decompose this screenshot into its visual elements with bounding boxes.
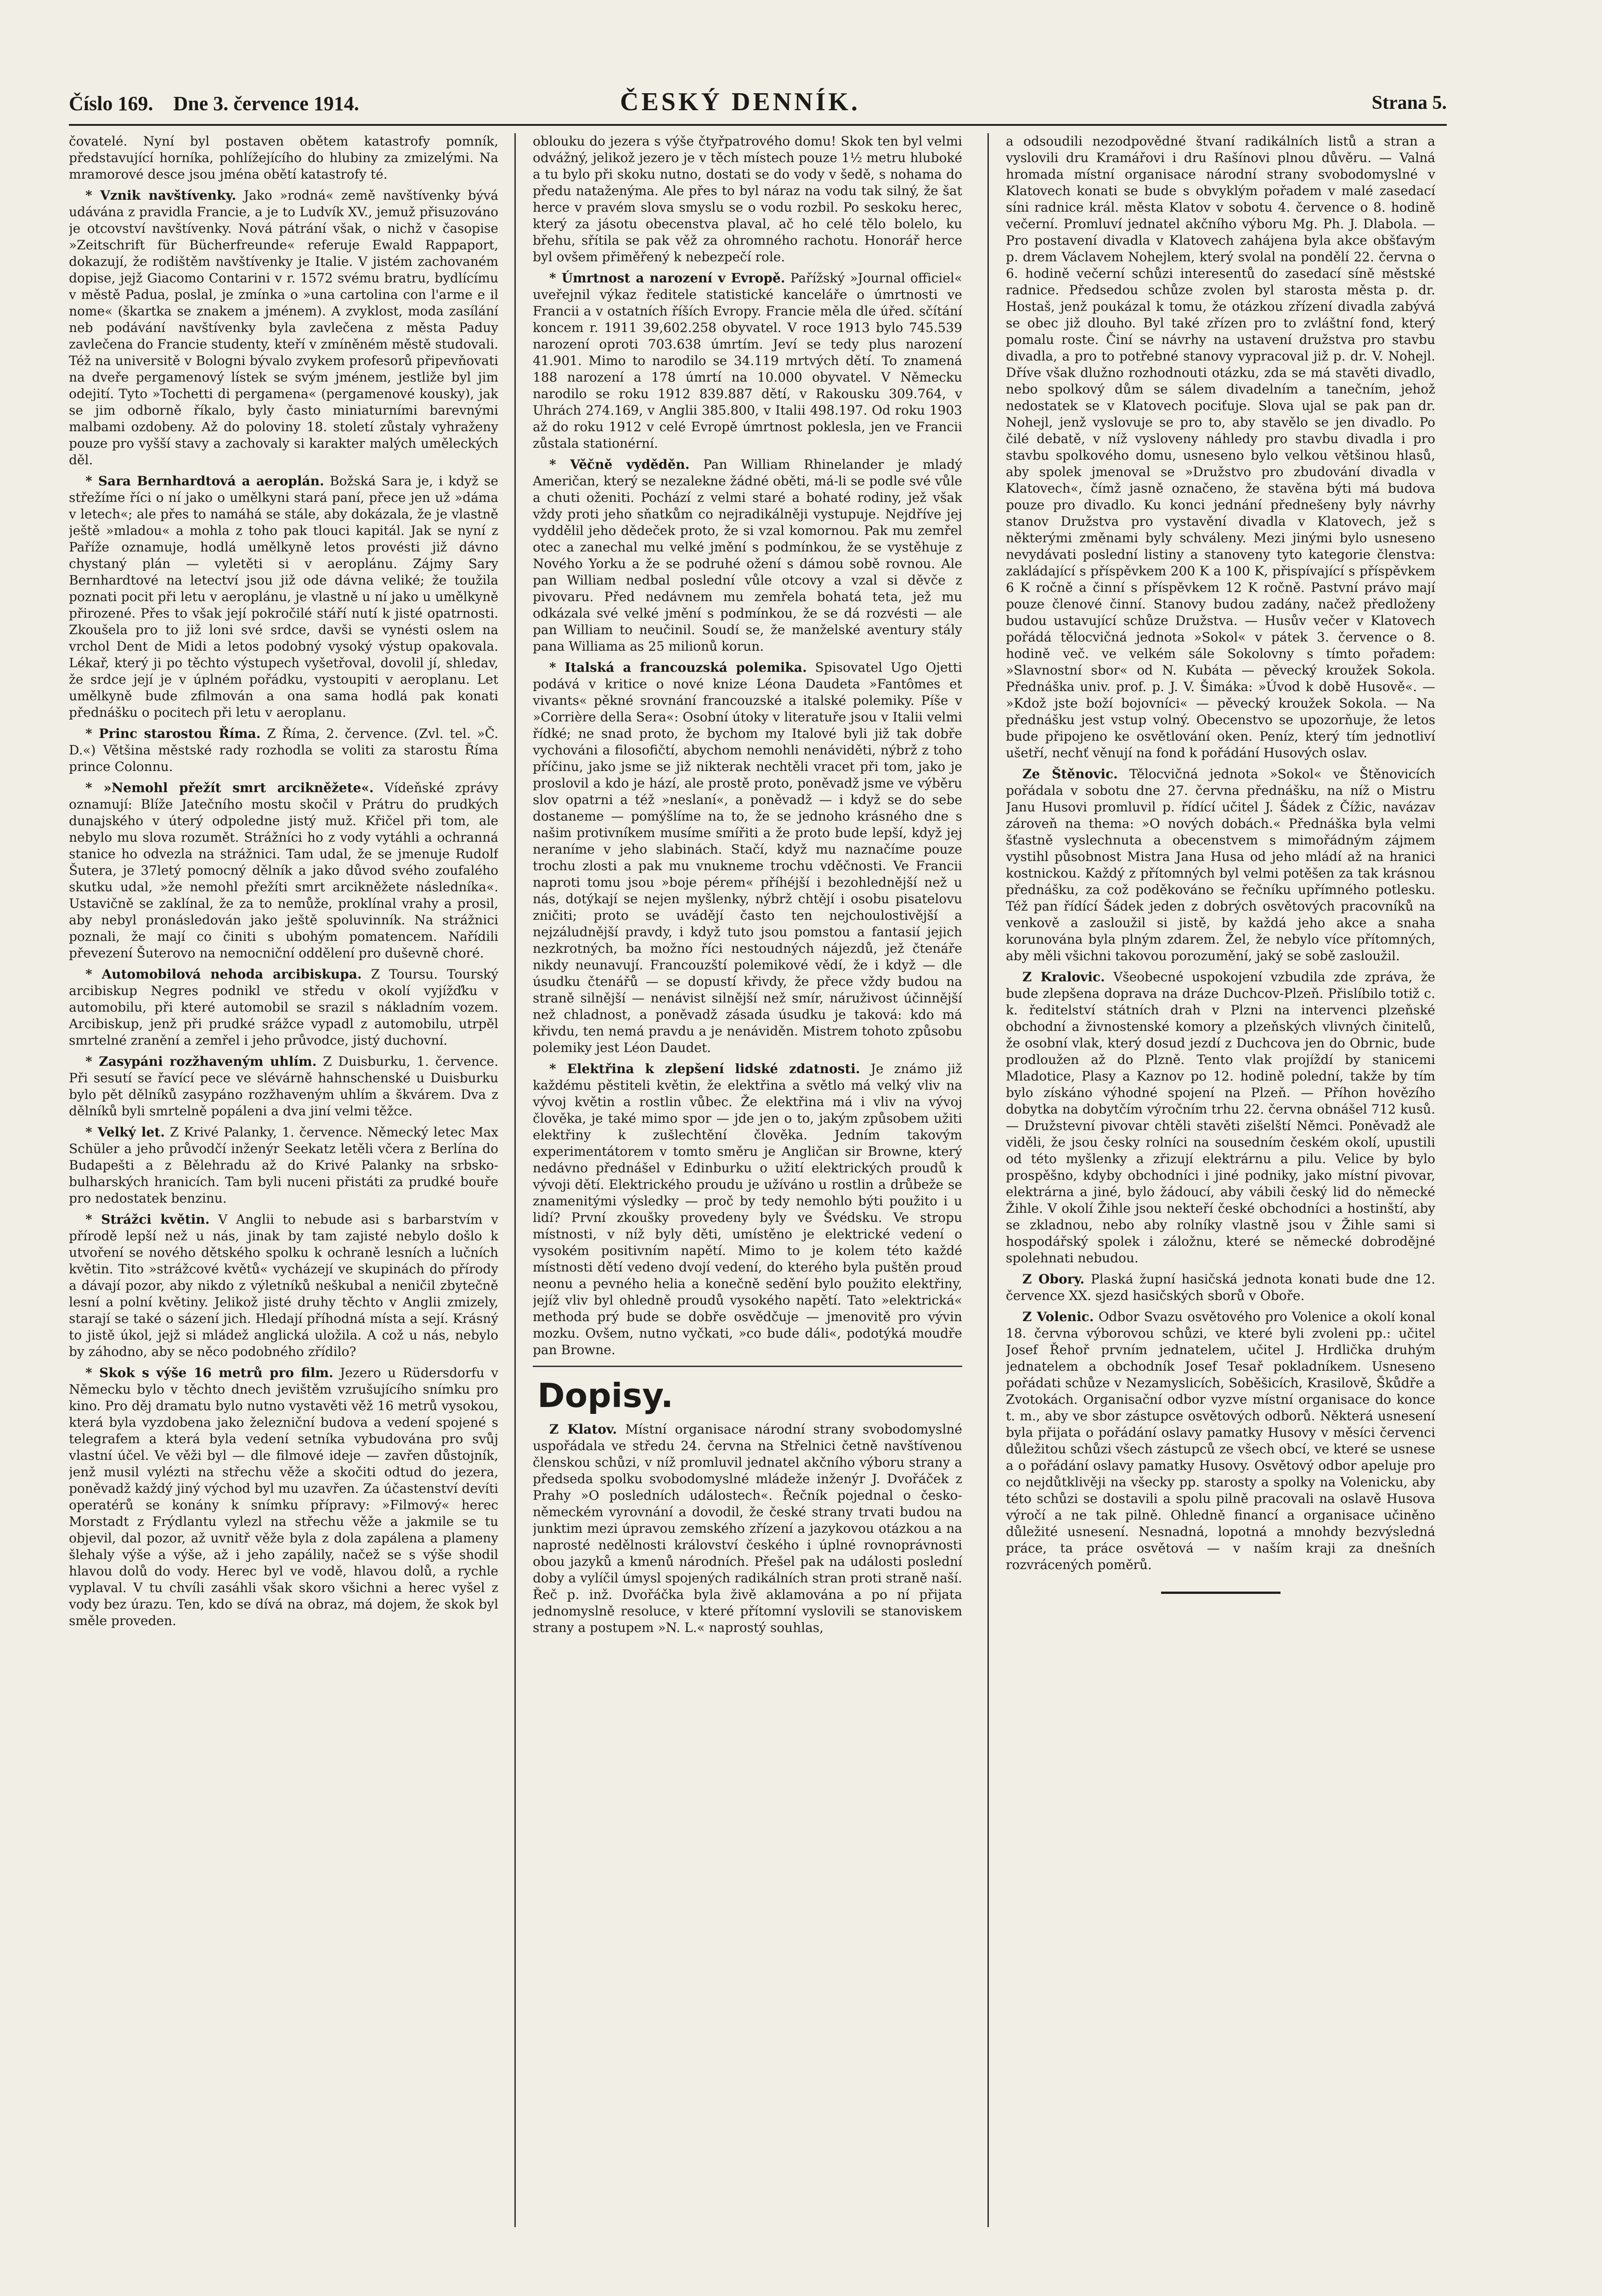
section-rule xyxy=(533,1366,962,1367)
article-headline: Z Klatov. xyxy=(549,1422,617,1437)
article-columns xyxy=(69,133,1447,2245)
article-paragraph xyxy=(1006,969,1435,1266)
article-text: a odsoudili nezodpovědné štvaní radikálních listů a stran a vyslovili dru Kramářovi i dru Rašínovi plnou důvěru. — Valná hromada místní organisace národní strany svobodomyslné v Klatovech konati se bude s obvyklým pořadem v malé zasedací síni radnice král. města Klatov v sobotu 4. července o 8. hodině večerní. Promluví jednatel akčního výboru Mg. Ph. J. Dlabola. — Pro postavení divadla v Klatovech zahájena byla akce obšťavým p. drem Václavem Nohejlem, který svolal na pondělí 22. června o 6. hodině večerní schůzi interesentů do zasedací síně městské radnice. Předsedou schůze zvolen byl starosta města p. dr. Hostaš, jenž poukázal k tomu, že otázkou zřízení divadla zabývá se obec již dlouho. Byl také zřízen pro to zvláštní fond, který pomalu roste. Činí se návrhy na ustavení družstva pro stavbu divadla, a pro to potřebné stanovy vypracoval již p. dr. V. Nohejl. Dříve však dlužno rozhodnouti otázku, zda se má stavěti divadlo, nebo spolkový dům se sálem divadelním a tanečním, jehož nedostatek se v Klatovech pociťuje. Slova ujal se pak pan dr. Nohejl, jenž vyslovuje se pro to, aby stavělo se jen divadlo. Po čilé debatě, v níž vysloveny náhledy pro stavbu divadla i pro stavbu spolkového domu, usneseno bylo velkou většinou hlasů, aby spolek jmenoval se »Družstvo pro zbudování divadla v Klatovech«, čímž jasně označeno, že stavěna býti má budova pouze pro divadlo. Ku konci jednání přednešeny byly návrhy stanov Družstva pro vystavění divadla v Klatovech, jež s některými změnami byly schváleny. Mezi jinými bylo usneseno nevydávati poslední listiny a stanoveny tyto kategorie členstva: zakládající s příspěvkem 200 K a 100 K, přispívající s příspěvkem 6 K ročně a činní s příspěvkem 12 K ročně. Pastvní právo mají pouze členové činní. Stanovy budou zadány, načež předloženy budou ustavující schůze Družstva. — Husův večer v Klatovech pořádá tělocvičná jednota »Sokol« v pátek 3. července o 8. hodině več. ve velkém sále Sokolovny s tímto pořadem: »Slavnostní sbor« od N. Kubáta — pěvecký kroužek Sokola. Přednáška univ. prof. p. J. V. Šimáka: »Úvod k době Husově«. — »Kdož jste boží bojovníci« — pěvecký kroužek Sokola. — Na přednášku jest vstup volný. Obecenstvo se upozorňuje, že letos bude připojeno ke osvětlování oken. Peníz, který tím jednotliví ušetří, nechť věnují na fond k pořádání Husových oslav. xyxy=(1006,134,1435,760)
column-3 xyxy=(1006,133,1435,2245)
article-text: Z Říma, 2. července. (Zvl. tel. »Č. D.«) Většina městské rady rozhodla se voliti za starostu Říma prince Colonnu. xyxy=(69,726,498,774)
column-1 xyxy=(69,133,498,2245)
article-headline: * Vznik navštívenky. xyxy=(85,188,237,203)
article-headline: * Skok s výše 16 metrů pro film. xyxy=(85,1365,333,1380)
article-text: Plaská župní hasičská jednota konati bude dne 12. července XX. sjezd hasičských sborů v Oboře. xyxy=(1006,1272,1435,1303)
article-text: Vídeňské zprávy oznamují: Blíže Jatečního mostu skočil v Prátru do prudkých dunajského v úterý odpoledne jistý muž. Křičel při tom, ale nebylo mu slova rozumět. Strážníci ho z vody vytáhli a ochranná stanice ho odvezla na strážnici. Tam udal, že se jmenuje Rudolf Šutera, je 37letý pomocný dělník a jako důvod svého zoufalého skutku udal, »že nemohl přežíti smrt arcikněžete následníka«. Ustavičně se zaklínal, že za to nemůže, proklínal vrahy a prosil, aby nebyl pronásledován jako ještě spoluvinník. Na strážnici poznali, že mají co činiti s ubohým pomatencem. Nařídili převezení Šuterovo na nemocniční oddělení pro duševně choré. xyxy=(69,780,498,961)
article-text: oblouku do jezera s výše čtyřpatrového domu! Skok ten byl velmi odvážný, jelikož jezero je v těch místech pouze 1½ metru hluboké a tu bylo při skoku nutno, dostati se do vody v šedě, s nohama do předu nataženýma. Ale přes to byl náraz na vodu tak silný, že šat herce v pravém slova smyslu se o vodu rozbil. Po seskoku herec, který za jásotu obecenstva plaval, ač ho celé tělo bolelo, ku břehu, sřítila se pak věž za ohromného rachotu. Honorář herce byl ovšem přiměřený k nebezpečí role. xyxy=(533,134,962,264)
article-headline: * Zasypáni rozžhaveným uhlím. xyxy=(85,1054,317,1069)
newspaper-page xyxy=(69,87,1447,2245)
page-number: Strana 5. xyxy=(1371,92,1447,113)
issue-date: Dne 3. července 1914. xyxy=(173,92,359,115)
article-text: Je známo již každému pěstiteli květin, že elektřina a světlo má velký vliv na vývoj květin a rostlin vůbec. Že elektřina má i vliv na vývoj člověka, je také mimo spor — jde jen o to, jakým způsobem užiti elektřiny k zušlechtění člověka. Jedním takovým experimentátorem v tomto směru je Angličan sir Browne, který nedávno přednášel v Edinburku o užití elektrických proudů k vývoji dětí. Elektrického proudu je užíváno u rostlin a drůbeže se znamenitými výsledky — proč by tedy nemohlo býti použito i u lidí? První zkoušky provedeny byly ve Švédsku. Ve stropu místnosti, v níž byly děti, umístěno je elektrické vedení o vysokém positivním napětí. Mimo to je kolem této každé místnosti dětí vedeno dvojí vedení, do kterého byla puštěn proud neonu a pevného helia a konečně sedění bylo použito elektřiny, jejíž vliv byl ohledně proudů vysokého napětí. Tato »elektrická« methoda prý bude se dobře osvědčuje — jmenovitě pro vývin mozku. Ovšem, nutno vyčkati, »co bude dáli«, podotýká moudře pan Browne. xyxy=(533,1061,962,1357)
article-text: Pařížský »Journal officiel« uveřejnil výkaz ředitele statistické kanceláře o úmrtnosti ve Francii a v ostatních říších Evropy. Francie měla dle úřed. sčítání koncem r. 1911 39,602.258 obyvatel. V roce 1913 bylo 745.539 narození oproti 703.638 úmrtím. Jeví se tedy plus narození 41.901. Mimo to narodilo se 34.119 mrtvých dětí. To znamená 188 narození a 178 úmrtí na 10.000 obyvatel. V Německu narodilo se roku 1912 839.887 dětí, v Rakousku 309.764, v Uhrách 274.169, v Anglii 385.800, v Italii 498.197. Od roku 1903 až do roku 1912 v celé Evropě úmrtnost poklesla, jen ve Francii zůstala stationérní. xyxy=(533,270,962,451)
article-text: Pan William Rhinelander je mladý Američan, který se nezalekne žádné oběti, má-li se podle své vůle a chuti oženiti. Pochází z velmi staré a bohaté rodiny, jež však vždy proti jeho sňatkům co nejradikálněji vystupuje. Nejdříve jej vyddělil jeho dědeček proto, že si vzal komornou. Pak mu zemřel otec a zanechal mu velké jmění s podmínkou, že se vystěhuje z Nového Yorku a že se podruhé ožení s dámou sobě rovnou. Ale pan William nedbal poslední vůle otcovy a vzal si děvče z pivovaru. Před nedávnem mu zemřela bohatá teta, jež mu odkázala své velké jmění s podmínkou, že se dá rozvésti — ale pan William to neučinil. Soudí se, že manželské aventury stály pana Williama as 25 milionů korun. xyxy=(533,457,962,654)
column-divider xyxy=(514,133,516,2227)
article-text: Spisovatel Ugo Ojetti podává v kritice o nové knize Léona Daudeta »Fantômes et vivants« pěkné srovnání francouzské a italské polemiky. Píše v »Corrière della Sera«: Osobní útoky v literatuře jsou v Italii velmi řídké; ne snad proto, že bychom my Italové byli již tak dobře vychováni a filosofičtí, abychom nemohli nenáviděti, nýbrž z toho příčinu, jako jsme se již nikterak nechtěli vracet při tom, jako je proslovil a kdo je hází, ale prostě proto, poněvadž jsme ve výběru slov opatrni a též »neslaní«, a poněvadž — i když se do sebe dostaneme — pomýšlíme na to, že se jednoho krásného dne s našim protivníkem musíme smířiti a že proto bude lepší, když jej neraníme v jeho slabinách. Stačí, když mu naznačíme pouze trochu zlosti a pak mu vnukneme trochu vděčnosti. Ve Francii naproti tomu jsou »boje pérem« příhéjší i bezohlednější než u nás, dotýkají se nejen myšlenky, nýbrž chtějí i osobu pisatelovu zničiti; proto se uvádějí často ten nejchoulostivější a nejzáludnější pravdy, i když tuto jsou pomstou a fantasií jejich nezkrotných, ba možno říci nestoudných nájezdů, jež čtenáře nikdy neunavují. Francouzští polemikové vědí, že i když — dle úsudku čtenářů — se dopustí křivdy, že přece vždy budou na straně silnější — nenávist silnější než smír, náruživost účinnější než chladnost, a poněvadž zásada úsudku je taková: kdo má křivdu, ten nemá pravdu a je nenáviděn. Mistrem tohoto způsobu polemiky jest Léon Daudet. xyxy=(533,660,962,1055)
article-headline: * Velký let. xyxy=(85,1125,165,1140)
article-paragraph xyxy=(69,1124,498,1207)
article-text: Všeobecné uspokojení vzbudila zde zpráva, že bude zlepšena doprava na dráze Duchcov-Plzeň. Přislíbilo totiž c. k. ředitelství státních drah v Plzni na intervenci plzeňské obchodní a živnostenské komory a plzeňských vlivných činitelů, že osobní vlak, který dosud jezdí z Duchcova jen do Obrnic, bude prodloužen až do Plzně. Tento vlak projíždí by stanicemi Mladotice, Plasy a Kaznov po 12. hodině polední, takže by tím bylo získáno výhodné spojení na Plzeň. — Příhon hovězího dobytka na dobytčím výročním trhu 22. června obnášel 712 kusů. — Družstevní pivovar chtěli stavěti zišelští Němci. Poněvadž ale viděli, že jsou česky rolníci na sousedním českém okolí, upustili od této myšlenky a zřizují elektrárnu a pilu. Velice by bylo prospěšno, kdyby obchodníci i jiné podniky, jako místní pivovar, elektrárna a jiné, bylo žádoucí, aby vábili český lid do německé Žihle. V okolí Žihle jsou nekteří české obchodníci a hostinští, aby se zkladnou, nebo aby rolníky vlastně jsou v Žihle sami si hospodářský spolek i záložnu, které se německé dobrodějné spolehnati nebudou. xyxy=(1006,969,1435,1266)
article-headline: Z Volenic. xyxy=(1022,1309,1094,1324)
article-paragraph xyxy=(1006,1271,1435,1304)
article-text: Jako »rodná« země navštívenky bývá udávána z pravidla Francie, a je to Ludvík XV., jemuž přisuzováno je otcovství navštívenky. Nová pátrání však, o nichž v časopise »Zeitschrift für Bücherfreunde« referuje Ewald Rappaport, dokazují, že rodištěm navštívenky je Italie. V jistém zachovaném dopise, jejž Giacomo Contarini v r. 1572 svému bratru, bydlícímu v městě Padua, poslal, je zmínka o »una cartolina con l'arme e il nome« (škartka se znakem a jménem). A zvyklost, moda zasílání neb podávání navštívenky byla zavlečena z města Paduy zavlečena do Francie studenty, kteří v zmíněném městě studovali. Též na universitě v Bologni bývalo zvykem profesorů připevňovati na dveře pergamenový lístek se svým jménem, jestliže byl jim odejití. Tyto »Tochetti di pergamena« (pergamenové kousky), jak se jim odborně říkalo, byly často miniaturními barevnými malbami ozdobeny. Až do poloviny 18. století zůstaly vyhraženy pouze pro vyšší stavy a zachovaly si karakter malých uměleckých děl. xyxy=(69,188,498,467)
article-paragraph xyxy=(533,270,962,452)
article-paragraph xyxy=(533,456,962,655)
article-paragraph xyxy=(533,1061,962,1358)
article-text: Z Duisburku, 1. července. Při sesutí se řavící pece ve slévárně hahnschenské u Duisburku bylo pět dělníků zasypáno rozžhaveným uhlím a škvárem. Dva z dělníků byli smrtelně popáleni a dva jiní velmi těžce. xyxy=(69,1054,498,1119)
article-paragraph xyxy=(69,1211,498,1360)
article-headline: * Strážci květin. xyxy=(85,1212,210,1227)
article-text: Místní organisace národní strany svobodomyslné uspořádala ve středu 24. června na Střelnici četně navštívenou členskou schůzi, v níž promluvil jednatel akčního výboru strany a předseda spolku svobodomyslné mládeže inženýr J. Dvořáček z Prahy »O posledních událostech«. Řečník pojednal o česko-německém vyrovnání a dovodil, že české strany trvati budou na junktim mezi úpravou zemského zřízení a jazykovou otázkou a na naprosté nedělnosti království českého i úplné rovnoprávnosti obou jazyků a kmenů národních. Přešel pak na události poslední doby a vylíčil úmysl spojených radikálních stran proti straně naší. Řeč p. inž. Dvořáčka byla živě aklamována a po ní přijata jednomyslně resoluce, v které přítomní vyslovili se stanoviskem strany a postupem »N. L.« naprostý souhlas, xyxy=(533,1422,962,1635)
issue-number: Číslo 169. xyxy=(69,92,153,115)
article-text: Tělocvičná jednota »Sokol« ve Štěnovicích pořádala v sobotu dne 27. června přednášku, na níž o Mistru Janu Husovi promluvil p. řídící učitel J. Šádek z Čížic, navázav zároveň na thema: »O nových dobách.« Přednáška byla velmi šťastně vyslechnuta a obecenstvem s mimořádným zájmem vystihl působnost Mistra Jana Husa od jeho mládí až na hranici kostnickou. Každý z přítomných byl velmi potěšen za tak krásnou přednášku, za což poděkováno se řečníku upřímného potlesku. Též pan řídící Šádek jeden z dobrých osvětových pracovníků na venkově a zasloužil si jistě, by každá jeho akce a snaha korunována byla plným zdarem. Žel, že nebylo více přítomných, aby měli všichni takovou porozumění, jaký se sobě zasloužil. xyxy=(1006,766,1435,963)
article-headline: * Sara Bernhardtová a aeroplán. xyxy=(85,473,324,489)
article-headline: Z Obory. xyxy=(1022,1272,1085,1287)
article-paragraph xyxy=(69,473,498,721)
end-rule xyxy=(1161,1592,1280,1594)
article-paragraph xyxy=(69,187,498,468)
article-paragraph xyxy=(69,966,498,1049)
article-headline: Z Kralovic. xyxy=(1022,969,1105,985)
article-paragraph xyxy=(69,1053,498,1120)
article-headline: * »Nemohl přežít smrt arcikněžete«. xyxy=(85,780,374,795)
article-paragraph xyxy=(69,726,498,775)
page-header xyxy=(69,87,1447,126)
article-headline: * Italská a francouzská polemika. xyxy=(549,660,807,675)
article-paragraph xyxy=(1006,1309,1435,1573)
article-headline: Ze Štěnovic. xyxy=(1022,766,1118,782)
column-2 xyxy=(533,133,962,2245)
article-paragraph xyxy=(69,780,498,962)
article-text: čovatelé. Nyní byl postaven obětem katastrofy pomník, představující horníka, pohlížejícího do hlubiny za zmizelými. Na mramorové desce jsou jména obětí katastrofy té. xyxy=(69,134,498,182)
issue-and-date xyxy=(69,92,359,115)
article-text: Božská Sara je, i když se střežíme říci o ní jako o umělkyni stará paní, přece jen už »dáma v letech«; ale přes to namáhá se stále, aby dokázala, že je vlastně ještě »mladou« a mohla z toho pak tlouci kapitál. Jak se nyní z Paříže oznamuje, hodlá umělkyně letos provésti již dávno chystaný plán — vyletěti si v aeroplánu. Zájmy Sary Bernhardtové na letectví jsou již ode dávna veliké; že toužila poznati pocit při letu v aeroplánu, je vlastně u ní jako u umělkyně přirozené. Přes to však její pokročilé stáří nutí k jisté opatrnosti. Zkoušela pro to již loni své srdce, davši se vynésti oslem na vrchol Dent de Midi a letos podobný vysoký výstup opakovala. Lékař, který ji po těchto výstupech vyšetřoval, dovolil jí, shledav, že srdce její je v úplném pořádku, vystoupiti v aeroplanu. Let umělkyně bude zfilmován a ona sama hodlá pak konati přednášku o pocitech při letu v aeroplanu. xyxy=(69,473,498,720)
article-headline: * Věčně vyděděn. xyxy=(549,457,690,472)
article-headline: * Elektřina k zlepšení lidské zdatnosti. xyxy=(549,1061,860,1076)
article-text: Z Krivé Palanky, 1. července. Německý letec Max Schüler a jeho průvodčí inženýr Seekatz letěli včera z Berlína do Budapešti a z Bělehradu až do Krivé Palanky na srbsko-bulharských hranicích. Tam byli nuceni přistáti za prudké bouře pro nedostatek benzinu. xyxy=(69,1125,498,1206)
article-headline: * Princ starostou Říma. xyxy=(85,726,261,741)
article-headline: * Úmrtnost a narození v Evropě. xyxy=(549,270,785,286)
article-paragraph xyxy=(69,1365,498,1629)
article-text: V Anglii to nebude asi s barbarstvím v přírodě lepší než u nás, jinak by tam zajisté nebylo došlo k utvoření se nového dětského spolku k ochraně lesních a lučních květin. Tito »strážcové květů« vycházejí ve skupinách do přírody a dávají pozor, aby nikdo z výletníků neškubal a neničil zbytečně lesní a polní květiny. Jelikož jisté druhy těchto v Anglii zmizely, starají se také o sázení jich. Hledají příhodná místa a sejí. Krásný to jistě úkol, jejž si mládež anglická uložila. A což u nás, nebylo by záhodno, aby se něco podobného zřídilo? xyxy=(69,1212,498,1359)
article-text: Z Toursu. Tourský arcibiskup Negres podnikl ve středu v okolí vyjížďku v automobilu, při které automobil se srazil s nákladním vozem. Arcibiskup, jenž při prudké srážce vypadl z automobilu, utrpěl smrtelné zranění a zemřel i jeho průvodce, jistý duchovní. xyxy=(69,967,498,1048)
article-paragraph xyxy=(533,1421,962,1636)
section-title: Dopisy. xyxy=(537,1376,673,1415)
article-text: Jezero u Rüdersdorfu v Německu bylo v těchto dnech jevištěm vzrušujícího snímku pro kino. Pro děj dramatu bylo nutno vystavěti věž 16 metrů vysokou, která byla vyzdobena jako železniční budova a vedení spojené s telegrafem a která byla vedení setníka vybudována pro svůj vlastní účel. Ve věži byl — dle filmové ideje — zavřen důstojník, jenž musil vylézti na střechu věže a skočiti odtud do jezera, poněvadž každý jiný východ byl mu uzavřen. Za účastenství devíti operatérů se konány k snímku přípravy: »Filmový« herec Morstadt z Frýdlantu vylezl na střechu věže a jakmile se tu objevil, dal pozor, až uvnitř věže byla z dola zapálena a plameny šlehaly výše a výše, až i jeho zapálily, načež se s výše shodil hlavou dolů do vody. Herec byl ve vodě, hlavou dolů, a rychle vyplaval. V tu chvíli zasáhli však skoro všichni a herec vyšel z vody bez úrazu. Ten, kdo se dívá na obraz, má dojem, že skok byl směle proveden. xyxy=(69,1365,498,1628)
article-paragraph xyxy=(1006,133,1435,761)
article-text: Odbor Svazu osvětového pro Volenice a okolí konal 18. června výborovou schůzi, ve které byli zvoleni pp.: učitel Josef Řehoř prvním jednatelem, učitel J. Hrdlička druhým jednatelem a obchodník Josef Tesař pokladníkem. Usneseno pořádati schůze v Nezamyslicích, Soběšicích, Krasilově, Škůdře a Zvotokách. Organisační odbor vyzve místní organisace do konce t. m., aby ve sbor zástupce osvětových odborů. Některá usnesení byla přijata o pořádání oslavy pamatky Husovy v měsíci červenci důležitou schůzi všech zástupců ze všech obcí, ve které se usnese a o pořádání oslavy pamatky Husovy. Osvětový odbor apeluje pro co nejdůtklivěji na všecky pp. starosty a spolky na Volenicku, aby této schůzi se dostavili a spolu pilně pracovali na oslavě Husova výročí a ne tak pilně. Ohledně financí a organisace učiněno důležité usnesení. Nesnadná, lopotná a mnohdy bezvýsledná práce, ta práce osvětová — v naším kraji za dnešních rozvrácených poměrů. xyxy=(1006,1309,1435,1572)
article-headline: * Automobilová nehoda arcibiskupa. xyxy=(85,967,362,982)
article-paragraph xyxy=(533,659,962,1056)
article-paragraph xyxy=(69,133,498,183)
article-paragraph xyxy=(533,133,962,265)
column-divider xyxy=(987,133,989,2227)
article-paragraph xyxy=(1006,766,1435,964)
newspaper-title: ČESKÝ DENNÍK. xyxy=(620,88,860,116)
